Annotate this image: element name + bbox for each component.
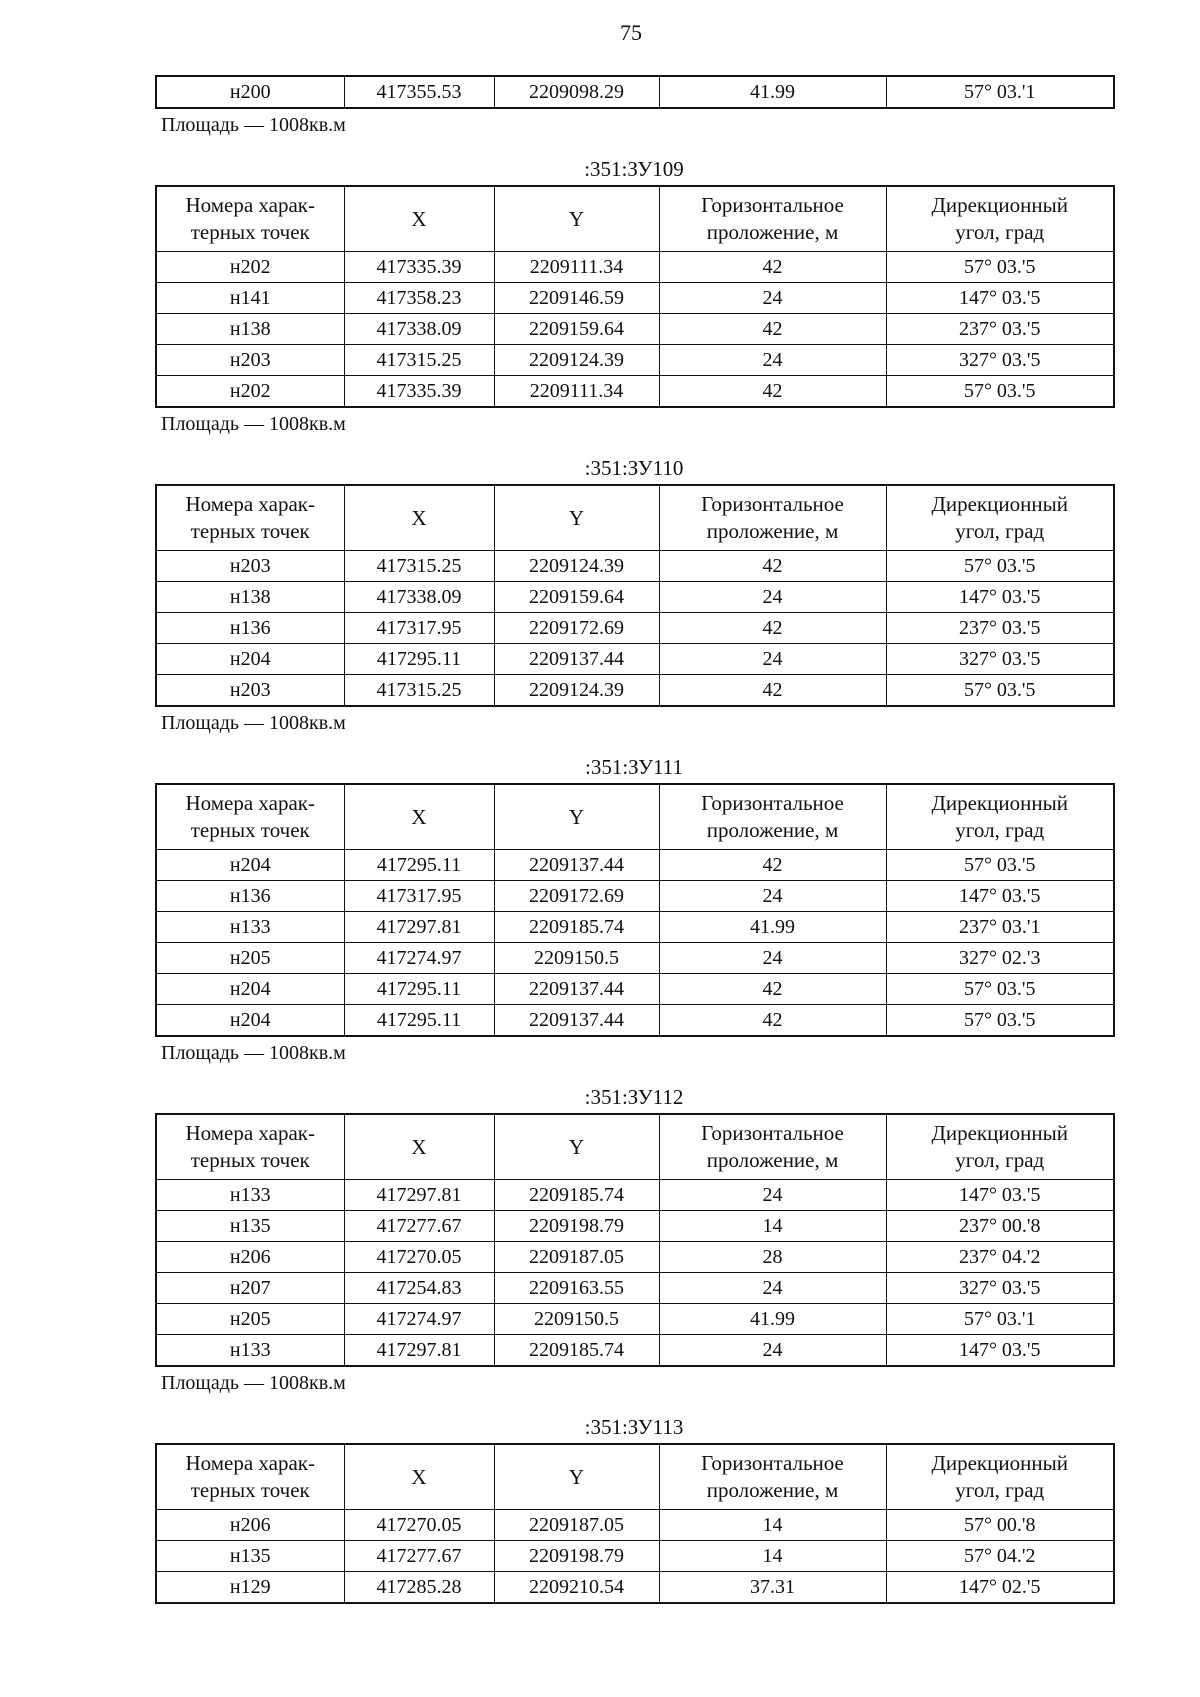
angle-header-text: Дирекционный	[931, 1121, 1068, 1145]
y-header-text: Y	[568, 1134, 585, 1159]
points-header-text: терных точек	[190, 1478, 310, 1502]
table-row	[156, 1541, 1114, 1572]
table-row	[156, 850, 1114, 881]
table-row	[156, 314, 1114, 345]
table-row	[156, 675, 1114, 707]
angle-cell: 57° 03.'1	[886, 76, 1114, 108]
parcel-section	[155, 1081, 1113, 1399]
table-row	[156, 551, 1114, 582]
angle-header-text: угол, град	[955, 220, 1045, 244]
header-row	[156, 1444, 1114, 1510]
x-cell: 417358.23	[344, 283, 494, 314]
table-header	[156, 186, 1114, 252]
y-cell: 2209198.79	[494, 1541, 659, 1572]
point-cell: н202	[156, 376, 344, 408]
point-cell: н138	[156, 582, 344, 613]
x-cell: 417315.25	[344, 345, 494, 376]
parcel-caption: :351:ЗУ109	[584, 157, 684, 181]
angle-header	[886, 485, 1114, 551]
y-cell: 2209185.74	[494, 912, 659, 943]
angle-header-text: угол, град	[955, 818, 1045, 842]
point-cell: н207	[156, 1273, 344, 1304]
y-header-text: Y	[568, 804, 585, 829]
table-row	[156, 644, 1114, 675]
point-cell: н138	[156, 314, 344, 345]
x-cell: 417317.95	[344, 613, 494, 644]
x-header-text: X	[411, 505, 427, 530]
x-cell: 417274.97	[344, 1304, 494, 1335]
point-cell: н133	[156, 912, 344, 943]
points-header-text: Номера харак-	[185, 791, 315, 815]
distance-header	[659, 784, 886, 850]
x-cell: 417315.25	[344, 551, 494, 582]
points-header	[156, 1114, 344, 1180]
points-header-text: Номера харак-	[185, 193, 315, 217]
table-row	[156, 881, 1114, 912]
angle-cell: 147° 03.'5	[886, 881, 1114, 912]
distance-header-text: Горизонтальное	[701, 791, 844, 815]
x-cell: 417295.11	[344, 644, 494, 675]
angle-header	[886, 186, 1114, 252]
table-row	[156, 283, 1114, 314]
x-cell: 417295.11	[344, 1005, 494, 1037]
distance-cell: 24	[659, 345, 886, 376]
y-cell: 2209137.44	[494, 1005, 659, 1037]
x-header	[344, 784, 494, 850]
y-cell: 2209198.79	[494, 1211, 659, 1242]
point-cell: н200	[156, 76, 344, 108]
angle-header	[886, 784, 1114, 850]
table-row	[156, 582, 1114, 613]
table-row	[156, 1304, 1114, 1335]
distance-cell: 24	[659, 1335, 886, 1367]
angle-cell: 237° 00.'8	[886, 1211, 1114, 1242]
table-body	[156, 252, 1114, 408]
table-body	[156, 1180, 1114, 1367]
table-body	[156, 1510, 1114, 1604]
points-header	[156, 784, 344, 850]
document-body	[155, 75, 1113, 1604]
angle-cell: 147° 03.'5	[886, 283, 1114, 314]
angle-cell: 57° 03.'5	[886, 850, 1114, 881]
y-cell: 2209137.44	[494, 644, 659, 675]
point-cell: н206	[156, 1510, 344, 1541]
points-header-text: Номера харак-	[185, 1451, 315, 1475]
y-cell: 2209210.54	[494, 1572, 659, 1604]
table-header	[156, 784, 1114, 850]
point-cell: н204	[156, 974, 344, 1005]
table-row	[156, 76, 1114, 108]
distance-cell: 42	[659, 974, 886, 1005]
angle-cell: 57° 00.'8	[886, 1510, 1114, 1541]
angle-header-text: угол, град	[955, 1478, 1045, 1502]
distance-header-text: проложение, м	[706, 1478, 839, 1502]
angle-cell: 57° 03.'5	[886, 1005, 1114, 1037]
area-label: Площадь — 1008кв.м	[161, 413, 346, 435]
y-cell: 2209185.74	[494, 1180, 659, 1211]
distance-header-text: Горизонтальное	[701, 193, 844, 217]
y-cell: 2209187.05	[494, 1242, 659, 1273]
points-header-text: Номера харак-	[185, 492, 315, 516]
y-header	[494, 1114, 659, 1180]
point-cell: н203	[156, 675, 344, 707]
x-cell: 417254.83	[344, 1273, 494, 1304]
angle-cell: 147° 02.'5	[886, 1572, 1114, 1604]
distance-cell: 14	[659, 1510, 886, 1541]
y-header-text: Y	[568, 505, 585, 530]
table-row	[156, 252, 1114, 283]
y-cell: 2209163.55	[494, 1273, 659, 1304]
angle-header-text: Дирекционный	[931, 1451, 1068, 1475]
distance-header	[659, 1114, 886, 1180]
points-header-text: терных точек	[190, 818, 310, 842]
y-header	[494, 1444, 659, 1510]
table-row	[156, 1005, 1114, 1037]
coordinates-table	[155, 75, 1115, 109]
x-cell: 417315.25	[344, 675, 494, 707]
distance-cell: 24	[659, 644, 886, 675]
point-cell: н206	[156, 1242, 344, 1273]
x-cell: 417295.11	[344, 850, 494, 881]
point-cell: н203	[156, 551, 344, 582]
x-cell: 417335.39	[344, 252, 494, 283]
table-row	[156, 1242, 1114, 1273]
angle-cell: 147° 03.'5	[886, 1335, 1114, 1367]
x-header	[344, 186, 494, 252]
y-cell: 2209098.29	[494, 76, 659, 108]
parcel-section	[155, 452, 1113, 739]
angle-cell: 237° 04.'2	[886, 1242, 1114, 1273]
angle-cell: 237° 03.'5	[886, 613, 1114, 644]
point-cell: н136	[156, 881, 344, 912]
x-header-text: X	[411, 1464, 427, 1489]
distance-cell: 41.99	[659, 912, 886, 943]
point-cell: н136	[156, 613, 344, 644]
parcel-caption: :351:ЗУ110	[584, 456, 684, 480]
table-row	[156, 1180, 1114, 1211]
y-header	[494, 186, 659, 252]
distance-cell: 24	[659, 881, 886, 912]
points-header-text: Номера харак-	[185, 1121, 315, 1145]
y-cell: 2209159.64	[494, 314, 659, 345]
table-row	[156, 1572, 1114, 1604]
x-header-text: X	[411, 1134, 427, 1159]
y-cell: 2209111.34	[494, 252, 659, 283]
point-cell: н204	[156, 644, 344, 675]
angle-cell: 57° 03.'5	[886, 675, 1114, 707]
angle-header-text: Дирекционный	[931, 492, 1068, 516]
distance-cell: 42	[659, 252, 886, 283]
x-cell: 417295.11	[344, 974, 494, 1005]
angle-cell: 237° 03.'1	[886, 912, 1114, 943]
y-cell: 2209150.5	[494, 1304, 659, 1335]
sections	[155, 153, 1113, 1604]
distance-cell: 42	[659, 314, 886, 345]
angle-cell: 147° 03.'5	[886, 1180, 1114, 1211]
table-header	[156, 485, 1114, 551]
distance-header	[659, 186, 886, 252]
distance-cell: 24	[659, 1180, 886, 1211]
point-cell: н203	[156, 345, 344, 376]
x-header-text: X	[411, 206, 427, 231]
table-row	[156, 1335, 1114, 1367]
x-cell: 417355.53	[344, 76, 494, 108]
point-cell: н205	[156, 943, 344, 974]
angle-header	[886, 1444, 1114, 1510]
angle-cell: 327° 03.'5	[886, 1273, 1114, 1304]
table-row	[156, 613, 1114, 644]
header-row	[156, 485, 1114, 551]
table-row	[156, 943, 1114, 974]
point-cell: н141	[156, 283, 344, 314]
distance-cell: 14	[659, 1211, 886, 1242]
y-header-text: Y	[568, 206, 585, 231]
points-header-text: терных точек	[190, 1148, 310, 1172]
y-header	[494, 784, 659, 850]
angle-header-text: угол, град	[955, 1148, 1045, 1172]
area-label: Площадь — 1008кв.м	[161, 712, 346, 734]
y-cell: 2209187.05	[494, 1510, 659, 1541]
distance-header-text: проложение, м	[706, 220, 839, 244]
distance-cell: 14	[659, 1541, 886, 1572]
y-cell: 2209111.34	[494, 376, 659, 408]
x-cell: 417317.95	[344, 881, 494, 912]
coordinates-table	[155, 783, 1115, 1037]
x-cell: 417297.81	[344, 1335, 494, 1367]
table-header	[156, 1114, 1114, 1180]
angle-header-text: угол, град	[955, 519, 1045, 543]
x-cell: 417277.67	[344, 1541, 494, 1572]
distance-header-text: Горизонтальное	[701, 1451, 844, 1475]
table-row	[156, 1510, 1114, 1541]
parcel-section	[155, 153, 1113, 440]
points-header	[156, 485, 344, 551]
angle-cell: 57° 03.'5	[886, 252, 1114, 283]
angle-cell: 57° 04.'2	[886, 1541, 1114, 1572]
distance-cell: 41.99	[659, 76, 886, 108]
distance-cell: 42	[659, 551, 886, 582]
parcel-section	[155, 751, 1113, 1069]
y-cell: 2209124.39	[494, 345, 659, 376]
distance-cell: 41.99	[659, 1304, 886, 1335]
y-cell: 2209146.59	[494, 283, 659, 314]
x-cell: 417335.39	[344, 376, 494, 408]
distance-cell: 42	[659, 675, 886, 707]
distance-cell: 42	[659, 1005, 886, 1037]
distance-header-text: Горизонтальное	[701, 1121, 844, 1145]
table-row	[156, 1211, 1114, 1242]
distance-header-text: проложение, м	[706, 818, 839, 842]
coordinates-table	[155, 1443, 1115, 1604]
table-body	[156, 551, 1114, 707]
angle-cell: 327° 03.'5	[886, 345, 1114, 376]
distance-cell: 42	[659, 376, 886, 408]
area-label: Площадь — 1008кв.м	[161, 1372, 346, 1394]
angle-cell: 57° 03.'5	[886, 376, 1114, 408]
table-body	[156, 76, 1114, 108]
x-cell: 417285.28	[344, 1572, 494, 1604]
y-cell: 2209159.64	[494, 582, 659, 613]
header-row	[156, 186, 1114, 252]
x-header	[344, 1114, 494, 1180]
y-header-text: Y	[568, 1464, 585, 1489]
page-number: 75	[620, 20, 642, 45]
parcel-section	[155, 1411, 1113, 1604]
angle-cell: 57° 03.'5	[886, 551, 1114, 582]
angle-cell: 57° 03.'5	[886, 974, 1114, 1005]
points-header-text: терных точек	[190, 519, 310, 543]
point-cell: н133	[156, 1335, 344, 1367]
angle-header-text: Дирекционный	[931, 193, 1068, 217]
area-label: Площадь — 1008кв.м	[161, 1042, 346, 1064]
x-header	[344, 485, 494, 551]
point-cell: н204	[156, 850, 344, 881]
points-header-text: терных точек	[190, 220, 310, 244]
point-cell: н204	[156, 1005, 344, 1037]
points-header	[156, 1444, 344, 1510]
coordinates-table	[155, 484, 1115, 707]
coordinates-table	[155, 185, 1115, 408]
table-row	[156, 345, 1114, 376]
table-row	[156, 974, 1114, 1005]
x-cell: 417338.09	[344, 314, 494, 345]
y-header	[494, 485, 659, 551]
area-label: Площадь — 1008кв.м	[161, 114, 346, 136]
x-cell: 417297.81	[344, 912, 494, 943]
table-row	[156, 1273, 1114, 1304]
parcel-caption: :351:ЗУ113	[584, 1415, 684, 1439]
angle-cell: 327° 02.'3	[886, 943, 1114, 974]
distance-cell: 24	[659, 283, 886, 314]
points-header	[156, 186, 344, 252]
header-row	[156, 784, 1114, 850]
point-cell: н135	[156, 1541, 344, 1572]
table-row	[156, 376, 1114, 408]
angle-cell: 327° 03.'5	[886, 644, 1114, 675]
angle-header-text: Дирекционный	[931, 791, 1068, 815]
y-cell: 2209137.44	[494, 850, 659, 881]
distance-cell: 42	[659, 850, 886, 881]
distance-cell: 24	[659, 1273, 886, 1304]
angle-cell: 57° 03.'1	[886, 1304, 1114, 1335]
point-cell: н135	[156, 1211, 344, 1242]
distance-header	[659, 485, 886, 551]
y-cell: 2209124.39	[494, 551, 659, 582]
y-cell: 2209172.69	[494, 613, 659, 644]
table-row	[156, 912, 1114, 943]
x-header	[344, 1444, 494, 1510]
parcel-caption: :351:ЗУ112	[584, 1085, 684, 1109]
top-fragment	[155, 75, 1113, 141]
distance-cell: 42	[659, 613, 886, 644]
angle-cell: 147° 03.'5	[886, 582, 1114, 613]
y-cell: 2209137.44	[494, 974, 659, 1005]
table-header	[156, 1444, 1114, 1510]
distance-header	[659, 1444, 886, 1510]
point-cell: н129	[156, 1572, 344, 1604]
x-cell: 417274.97	[344, 943, 494, 974]
distance-cell: 28	[659, 1242, 886, 1273]
distance-header-text: проложение, м	[706, 519, 839, 543]
distance-cell: 37.31	[659, 1572, 886, 1604]
x-cell: 417297.81	[344, 1180, 494, 1211]
y-cell: 2209172.69	[494, 881, 659, 912]
distance-cell: 24	[659, 582, 886, 613]
angle-cell: 237° 03.'5	[886, 314, 1114, 345]
angle-header	[886, 1114, 1114, 1180]
x-cell: 417270.05	[344, 1242, 494, 1273]
header-row	[156, 1114, 1114, 1180]
table-body	[156, 850, 1114, 1037]
coordinates-table	[155, 1113, 1115, 1367]
distance-header-text: Горизонтальное	[701, 492, 844, 516]
distance-header-text: проложение, м	[706, 1148, 839, 1172]
x-cell: 417270.05	[344, 1510, 494, 1541]
point-cell: н133	[156, 1180, 344, 1211]
distance-cell: 24	[659, 943, 886, 974]
y-cell: 2209150.5	[494, 943, 659, 974]
y-cell: 2209185.74	[494, 1335, 659, 1367]
y-cell: 2209124.39	[494, 675, 659, 707]
point-cell: н205	[156, 1304, 344, 1335]
x-cell: 417277.67	[344, 1211, 494, 1242]
x-header-text: X	[411, 804, 427, 829]
parcel-caption: :351:ЗУ111	[585, 755, 683, 779]
point-cell: н202	[156, 252, 344, 283]
x-cell: 417338.09	[344, 582, 494, 613]
